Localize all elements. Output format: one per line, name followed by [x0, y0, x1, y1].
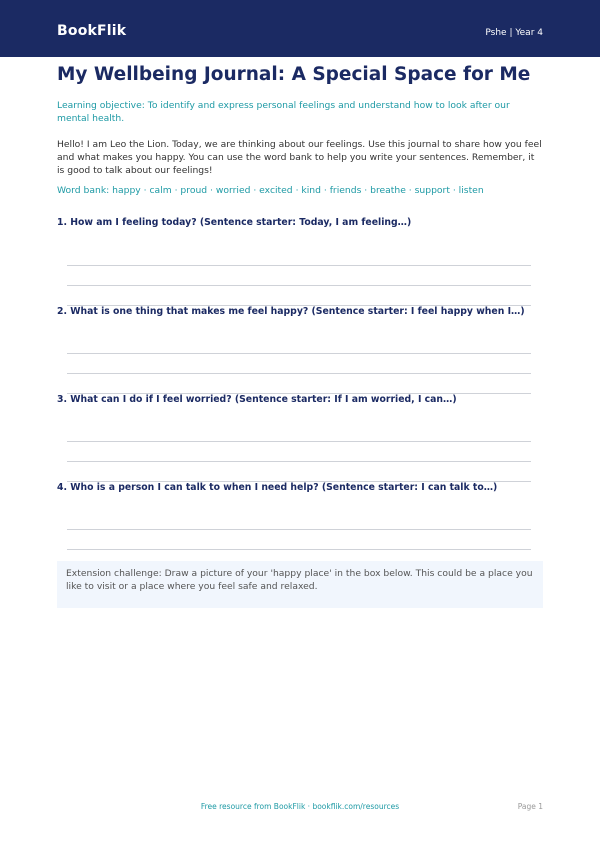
answer-line[interactable]: [67, 529, 531, 530]
answer-line[interactable]: [67, 285, 531, 286]
question-1: 1. How am I feeling today? (Sentence starter: Today, I am feeling…): [57, 217, 412, 228]
question-2: 2. What is one thing that makes me feel happy? (Sentence starter: I feel happy when I…): [57, 306, 525, 317]
brand-logo[interactable]: BookFlik: [57, 23, 127, 39]
learning-objective: Learning objective: To identify and express personal feelings and understand how to look after our mental health.: [57, 100, 510, 124]
intro-text: Hello! I am Leo the Lion. Today, we are thinking about our feelings. Use this journal to share how you feel and what makes you happy. You can use the word bank to help you write your sentences. Remember, it is good to talk about our feelings!: [57, 139, 542, 176]
extension-challenge-text: Extension challenge: Draw a picture of your 'happy place' in the box below. This could be a place you like to visit or a place where you feel safe and relaxed.: [66, 568, 533, 592]
page-title: My Wellbeing Journal: A Special Space for Me: [57, 64, 531, 85]
answer-line[interactable]: [67, 353, 531, 354]
answer-line[interactable]: [67, 461, 531, 462]
page-number: Page 1: [517, 802, 543, 811]
question-3: 3. What can I do if I feel worried? (Sentence starter: If I am worried, I can…): [57, 394, 457, 405]
answer-line[interactable]: [67, 265, 531, 266]
word-bank: Word bank: happy · calm · proud · worried · excited · kind · friends · breathe · support · listen: [57, 185, 484, 196]
extension-challenge-box[interactable]: [57, 561, 543, 608]
answer-line[interactable]: [67, 549, 531, 550]
answer-line[interactable]: [67, 441, 531, 442]
footer-resource-link[interactable]: Free resource from BookFlik · bookflik.com/resources: [200, 802, 400, 811]
answer-line[interactable]: [67, 373, 531, 374]
subject-year-label: Pshe | Year 4: [485, 28, 543, 38]
question-4: 4. Who is a person I can talk to when I need help? (Sentence starter: I can talk to…): [57, 482, 498, 493]
header-bar: [0, 0, 600, 57]
